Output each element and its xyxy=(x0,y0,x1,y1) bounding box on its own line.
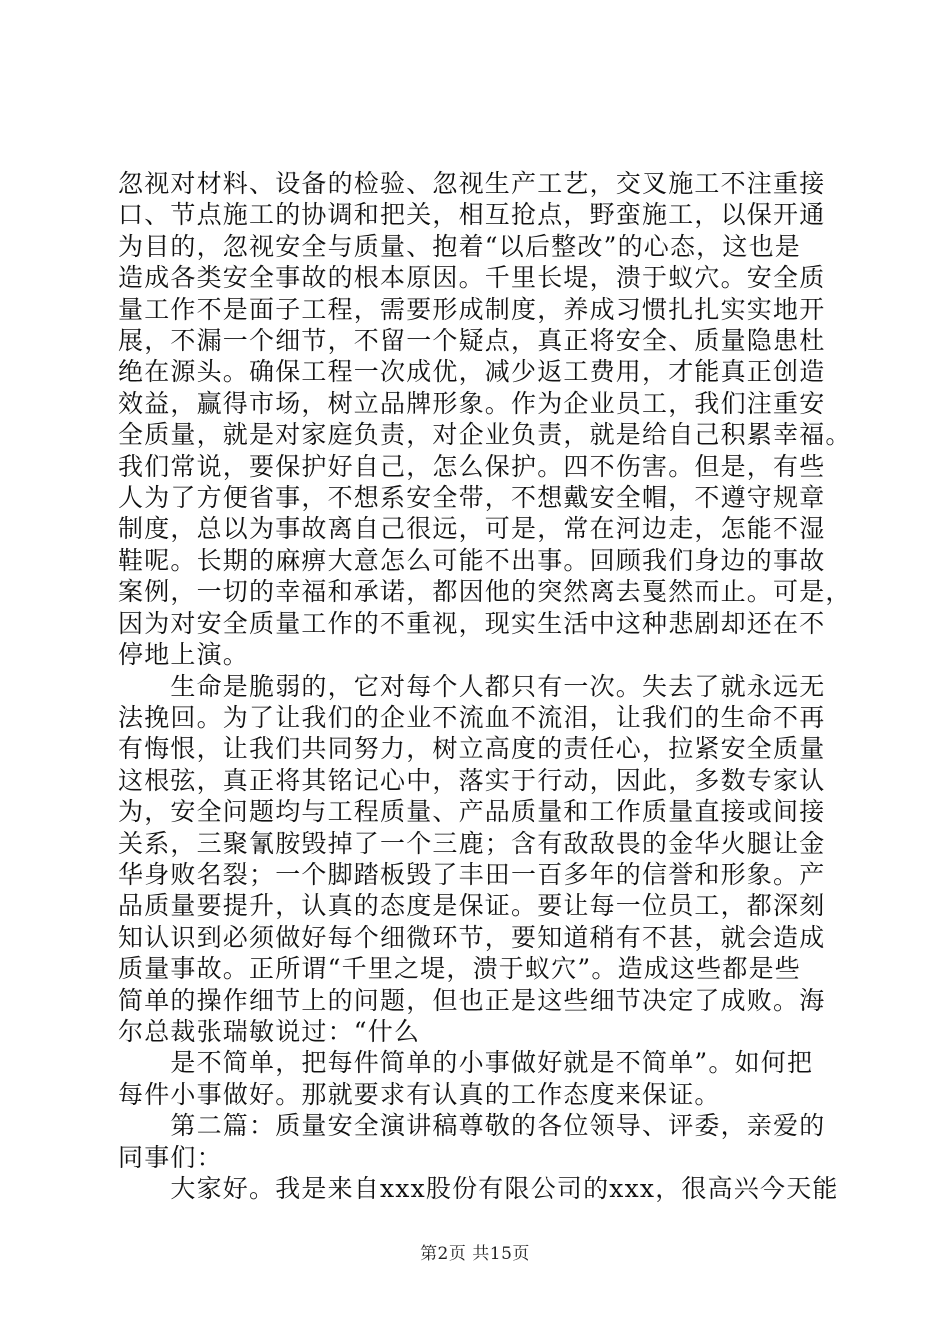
text-line: 为目的，忽视安全与质量、抱着“以后整改”的心态，这也是 xyxy=(118,231,801,261)
text-line: 尔总裁张瑞敏说过：“什么 xyxy=(118,1016,421,1046)
text-line: 绝在源头。确保工程一次成优，减少返工费用，才能真正创造 xyxy=(118,357,826,387)
text-line: 同事们： xyxy=(118,1142,223,1172)
text-line: 案例，一切的幸福和承诺，都因他的突然离去戛然而止。可是， xyxy=(118,577,852,607)
text-line: 关系，三聚氰胺毁掉了一个三鹿；含有敌敌畏的金华火腿让金 xyxy=(118,828,826,858)
text-line: 华身败名裂；一个脚踏板毁了丰田一百多年的信誉和形象。产 xyxy=(118,859,826,889)
text-line: 第二篇：质量安全演讲稿尊敬的各位领导、评委，亲爱的 xyxy=(118,1111,826,1141)
text-line: 因为对安全质量工作的不重视，现实生活中这种悲剧却还在不 xyxy=(118,608,826,638)
text-line: 我们常说，要保护好自己，怎么保护。四不伤害。但是，有些 xyxy=(118,451,826,481)
text-line: 全质量，就是对家庭负责，对企业负责，就是给自己积累幸福。 xyxy=(118,420,852,450)
text-line: 量工作不是面子工程，需要形成制度，养成习惯扎扎实实地开 xyxy=(118,294,826,324)
document-body xyxy=(118,168,852,1204)
page-number-footer: 第2页 共15页 xyxy=(420,1244,530,1264)
text-line: 品质量要提升，认真的态度是保证。要让每一位员工，都深刻 xyxy=(118,891,826,921)
text-line: 法挽回。为了让我们的企业不流血不流泪，让我们的生命不再 xyxy=(118,702,826,732)
text-line: 人为了方便省事，不想系安全带，不想戴安全帽，不遵守规章 xyxy=(118,483,826,513)
text-line: 忽视对材料、设备的检验、忽视生产工艺，交叉施工不注重接 xyxy=(118,169,826,198)
text-line: 大家好。我是来自xxx股份有限公司的xxx，很高兴今天能 xyxy=(118,1174,839,1203)
text-line: 效益，赢得市场，树立品牌形象。作为企业员工，我们注重安 xyxy=(118,388,826,418)
text-line: 口、节点施工的协调和把关，相互抢点，野蛮施工，以保开通 xyxy=(118,200,826,230)
text-line: 停地上演。 xyxy=(118,640,250,670)
text-line: 是不简单，把每件简单的小事做好就是不简单”。如何把 xyxy=(118,1048,814,1078)
text-line: 制度，总以为事故离自己很远，可是，常在河边走，怎能不湿 xyxy=(118,514,826,544)
text-line: 造成各类安全事故的根本原因。千里长堤，溃于蚁穴。安全质 xyxy=(118,263,826,293)
text-line: 为，安全问题均与工程质量、产品质量和工作质量直接或间接 xyxy=(118,797,826,827)
text-line: 展，不漏一个细节，不留一个疑点，真正将安全、质量隐患杜 xyxy=(118,326,826,356)
text-line: 有悔恨，让我们共同努力，树立高度的责任心，拉紧安全质量 xyxy=(118,734,826,764)
text-line: 简单的操作细节上的问题，但也正是这些细节决定了成败。海 xyxy=(118,985,826,1015)
text-line: 生命是脆弱的，它对每个人都只有一次。失去了就永远无 xyxy=(118,671,826,701)
text-line: 鞋呢。长期的麻痹大意怎么可能不出事。回顾我们身边的事故 xyxy=(118,545,826,575)
text-line: 知认识到必须做好每个细微环节，要知道稍有不甚，就会造成 xyxy=(118,922,826,952)
text-line: 质量事故。正所谓“千里之堤，溃于蚁穴”。造成这些都是些 xyxy=(118,954,801,984)
text-line: 每件小事做好。那就要求有认真的工作态度来保证。 xyxy=(118,1079,721,1109)
text-line: 这根弦，真正将其铭记心中，落实于行动，因此，多数专家认 xyxy=(118,765,826,795)
